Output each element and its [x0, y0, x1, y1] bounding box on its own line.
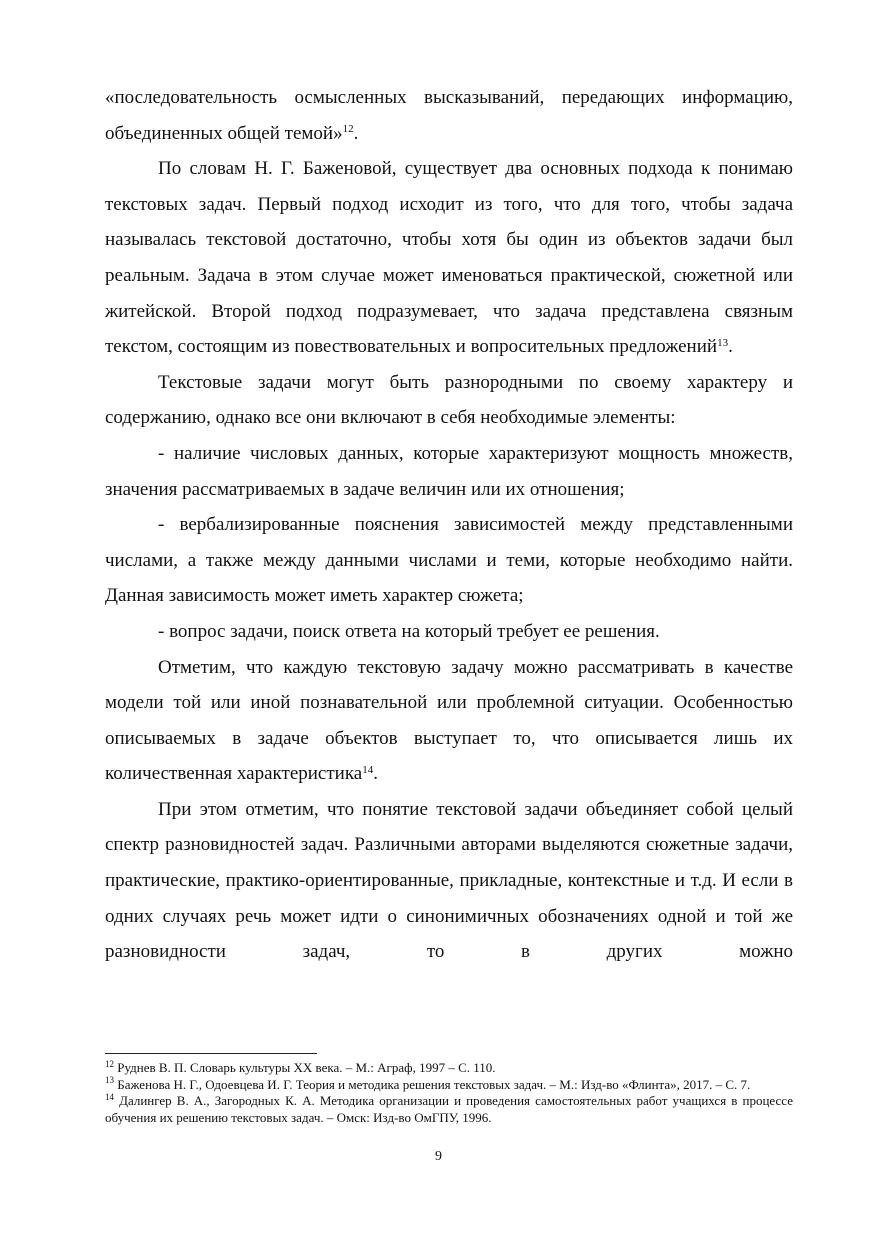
- paragraph-task-spectrum: При этом отметим, что понятие текстовой задачи объединяет собой целый спектр разновидностей задач. Различными авторами выделяются сюжетные задачи, практические, практико-ориентированные, прикладные, контекстные и т.д. И если в одних случаях речь может идти о синонимичных обозначениях одной и той же разновидности задач, то в других можно: [105, 798, 793, 963]
- list-item-numeric-data: - наличие числовых данных, которые характеризуют мощность множеств, значения рассматриваемых в задаче величин или их отношения;: [105, 442, 793, 500]
- footnote-13: $^{13}$ Баженова Н. Г., Одоевцева И. Г. Теория и методика решения текстовых задач. – М.: Изд-во «Флинта», 2017. – С. 7.: [105, 1075, 751, 1092]
- paragraph-model: Отметим, что каждую текстовую задачу можно рассматривать в качестве модели той или иной познавательной или проблемной ситуации. Особенностью описываемых в задаче объектов выступает то, что описывается лишь их количественная характеристика$^{14}$.: [105, 656, 793, 785]
- footnote-ref-14: 14: [362, 763, 374, 776]
- list-item-verbal-explanations: - вербализированные пояснения зависимостей между представленными числами, а также между данными числами и теми, которые необходимо найти. Данная зависимость может иметь характер сюжета;: [105, 514, 793, 607]
- list-item-question: - вопрос задачи, поиск ответа на который требует ее решения.: [158, 620, 660, 642]
- main-text: [105, 80, 793, 970]
- footnote-ref-13: 13: [717, 336, 729, 349]
- footnote-12: $^{12}$ Руднев В. П. Словарь культуры XX века. – М.: Аграф, 1997 – С. 110.: [105, 1058, 496, 1075]
- paragraph-bazhenova: По словам Н. Г. Баженовой, существует два основных подхода к понимаю текстовых задач. Первый подход исходит из того, что для того, чтобы задача называлась текстовой достаточно, чтобы хотя бы один из объектов задачи был реальным. Задача в этом случае может именоваться практической, сюжетной или житейской. Второй подход подразумевает, что задача представлена связным текстом, состоящим из повествовательных и вопросительных предложений$^{13}$.: [105, 158, 793, 358]
- footnote-ref-12: 12: [342, 123, 354, 136]
- page-number: 9: [435, 1149, 442, 1164]
- paragraph-continuation: «последовательность осмысленных высказываний, передающих информацию, объединенных общей темой»$^{12}$.: [105, 87, 793, 144]
- paragraph-elements-intro: Текстовые задачи могут быть разнородными по своему характеру и содержанию, однако все они включают в себя необходимые элементы:: [105, 371, 793, 429]
- footnote-separator: [105, 1053, 317, 1054]
- footnote-14: $^{14}$ Далингер В. А., Загородных К. А. Методика организации и проведения самостоятельных работ учащихся в процессе обучения их решению текстовых задач. – Омск: Изд-во ОмГПУ, 1996.: [105, 1091, 793, 1125]
- footnotes: [105, 1060, 793, 1126]
